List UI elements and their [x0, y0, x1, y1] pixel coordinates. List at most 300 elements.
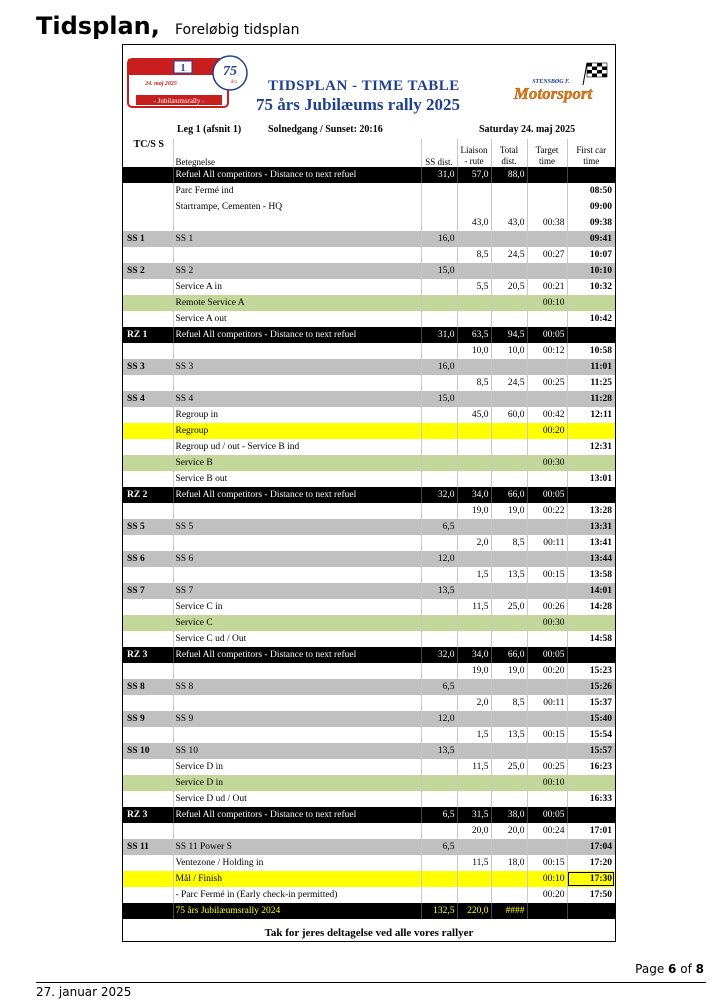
cell-name: Regroup in: [173, 407, 421, 423]
table-row: [123, 727, 615, 743]
cell-target: [527, 391, 567, 407]
cell-ss-dist: 12,0: [421, 711, 457, 727]
cell-ss-dist: [421, 567, 457, 583]
table-row: [123, 615, 615, 631]
cell-total: [491, 615, 527, 631]
table-row: [123, 599, 615, 615]
cell-first-car: 13:31: [567, 519, 615, 535]
cell-target: 00:20: [527, 663, 567, 679]
cell-tc: [123, 775, 173, 791]
cell-tc: [123, 903, 173, 919]
table-row: [123, 407, 615, 423]
page-of: of: [680, 962, 692, 976]
cell-tc: [123, 727, 173, 743]
cell-total: 25,0: [491, 599, 527, 615]
cell-first-car: 13:28: [589, 506, 612, 516]
logo-small-text: STENSBØG F.: [532, 79, 570, 85]
cell-target: 00:20: [527, 887, 567, 903]
cell-first-car: 14:01: [567, 583, 615, 599]
cell-ss-dist: 31,0: [421, 167, 457, 183]
cell-ss-dist: [421, 855, 457, 871]
cell-liaison: 10,0: [457, 343, 491, 359]
cell-liaison: [457, 711, 491, 727]
cell-first-car: 17:01: [589, 826, 612, 836]
cell-total: [491, 391, 527, 407]
page-total: 8: [695, 962, 704, 976]
cell-ss-dist: [421, 823, 457, 839]
cell-tc: SS 10: [123, 743, 173, 759]
cell-tc: SS 4: [123, 391, 173, 407]
cell-name: Service A in: [173, 279, 421, 295]
page-number: [635, 962, 704, 976]
cell-ss-dist: [421, 279, 457, 295]
cell-first-car: [567, 167, 615, 183]
cell-tc: [123, 615, 173, 631]
badge-name: - Jubilæumsrally -: [153, 97, 205, 105]
cell-name: Service B: [173, 455, 421, 471]
cell-ss-dist: [421, 871, 457, 887]
cell-liaison: [457, 423, 491, 439]
cell-target: [527, 903, 567, 919]
cell-total: 13,5: [491, 567, 527, 583]
cell-tc: SS 5: [123, 519, 173, 535]
cell-name: Service D ud / Out: [173, 791, 421, 807]
cell-target: 00:42: [527, 407, 567, 423]
table-row: [123, 887, 615, 903]
cell-tc: RZ 2: [123, 487, 173, 503]
cell-total: 19,0: [491, 663, 527, 679]
table-row: [123, 631, 615, 647]
cell-total: 8,5: [491, 535, 527, 551]
cell-ss-dist: [421, 215, 457, 231]
cell-ss-dist: [421, 199, 457, 215]
table-row: [123, 231, 615, 247]
cell-ss-dist: 13,5: [421, 743, 457, 759]
cell-tc: SS 7: [123, 583, 173, 599]
cell-total: [491, 199, 527, 215]
cell-tc: [123, 167, 173, 183]
cell-ss-dist: 32,0: [421, 487, 457, 503]
cell-total: [491, 311, 527, 327]
cell-target: 00:10: [527, 775, 567, 791]
cell-liaison: [457, 263, 491, 279]
cell-name: [173, 375, 421, 391]
cell-liaison: 8,5: [457, 375, 491, 391]
cell-target: 00:11: [527, 695, 567, 711]
cell-tc: [123, 439, 173, 455]
table-row: [123, 455, 615, 471]
cell-liaison: [457, 183, 491, 199]
cell-liaison: 19,0: [457, 663, 491, 679]
cell-total: 66,0: [491, 647, 527, 663]
banner-subtitle: 75 års Jubilæums rally 2025: [256, 95, 461, 114]
cell-target: 00:21: [527, 279, 567, 295]
cell-tc: SS 1: [123, 231, 173, 247]
cell-first-car: 10:32: [589, 282, 612, 292]
cell-name: Refuel All competitors - Distance to next refuel: [173, 167, 421, 183]
cell-name: SS 9: [173, 711, 421, 727]
cell-ss-dist: [421, 759, 457, 775]
cell-target: 00:05: [527, 487, 567, 503]
cell-liaison: 57,0: [457, 167, 491, 183]
cell-first-car: 13:41: [589, 538, 612, 548]
cell-ss-dist: 32,0: [421, 647, 457, 663]
cell-total: 60,0: [491, 407, 527, 423]
cell-liaison: [457, 551, 491, 567]
cell-name: [173, 567, 421, 583]
cell-name: Service D in: [173, 759, 421, 775]
cell-liaison: [457, 583, 491, 599]
table-row: [123, 551, 615, 567]
table-row: [123, 327, 615, 343]
cell-first-car: [567, 455, 615, 471]
cell-liaison: [457, 791, 491, 807]
cell-ss-dist: [421, 503, 457, 519]
cell-name: [173, 727, 421, 743]
badge-number: 1: [180, 63, 186, 74]
cell-first-car: 09:38: [589, 218, 612, 228]
col-header-first: First car time: [576, 145, 607, 166]
cell-total: 38,0: [491, 807, 527, 823]
cell-liaison: 19,0: [457, 503, 491, 519]
cell-liaison: [457, 455, 491, 471]
cell-name: Refuel All competitors - Distance to next refuel: [173, 807, 421, 823]
cell-total: [491, 455, 527, 471]
cell-target: [527, 183, 567, 199]
table-row: [123, 391, 615, 407]
cell-ss-dist: [421, 247, 457, 263]
cell-target: [527, 839, 567, 855]
cell-liaison: [457, 887, 491, 903]
cell-ss-dist: [421, 183, 457, 199]
cell-target: 00:24: [527, 823, 567, 839]
cell-name: Parc Fermé ind: [173, 183, 421, 199]
cell-ss-dist: 13,5: [421, 583, 457, 599]
cell-first-car: 17:30: [567, 871, 615, 887]
cell-ss-dist: 6,5: [421, 807, 457, 823]
cell-total: [491, 519, 527, 535]
cell-target: [527, 551, 567, 567]
cell-liaison: [457, 439, 491, 455]
motorsport-logo: [503, 59, 613, 111]
cell-liaison: 11,5: [457, 599, 491, 615]
cell-tc: SS 11: [123, 839, 173, 855]
cell-target: [527, 711, 567, 727]
cell-name: SS 3: [173, 359, 421, 375]
cell-tc: [123, 295, 173, 311]
footer-date: 27. januar 2025: [36, 985, 132, 999]
col-header-name: Betegnelse: [173, 139, 421, 167]
cell-name: Startrampe, Cementen - HQ: [173, 199, 421, 215]
cell-first-car: 15:26: [567, 679, 615, 695]
cell-name: Ventezone / Holding in: [173, 855, 421, 871]
cell-target: 00:05: [527, 807, 567, 823]
cell-liaison: [457, 871, 491, 887]
cell-total: 94,5: [491, 327, 527, 343]
page-title-main: Tidsplan,: [36, 12, 160, 40]
cell-first-car: 12:11: [590, 410, 612, 420]
cell-tc: [123, 407, 173, 423]
cell-liaison: 34,0: [457, 487, 491, 503]
cell-liaison: 20,0: [457, 823, 491, 839]
cell-name: SS 6: [173, 551, 421, 567]
cell-name: [173, 823, 421, 839]
cell-total: 10,0: [491, 343, 527, 359]
cell-tc: [123, 247, 173, 263]
table-row: [123, 759, 615, 775]
cell-liaison: 45,0: [457, 407, 491, 423]
cell-name: Regroup ud / out - Service B ind: [173, 439, 421, 455]
cell-ss-dist: [421, 535, 457, 551]
cell-tc: [123, 855, 173, 871]
cell-liaison: [457, 391, 491, 407]
table-row: [123, 663, 615, 679]
cell-ss-dist: [421, 631, 457, 647]
cell-total: [491, 871, 527, 887]
cell-ss-dist: 6,5: [421, 839, 457, 855]
timetable: [123, 139, 615, 919]
cell-name: [173, 247, 421, 263]
table-row: [123, 439, 615, 455]
cell-name: SS 11 Power S: [173, 839, 421, 855]
cell-ss-dist: [421, 775, 457, 791]
cell-liaison: 1,5: [457, 567, 491, 583]
cell-tc: SS 2: [123, 263, 173, 279]
cell-target: [527, 791, 567, 807]
cell-liaison: 63,5: [457, 327, 491, 343]
cell-name: SS 4: [173, 391, 421, 407]
cell-ss-dist: [421, 887, 457, 903]
table-row: [123, 839, 615, 855]
table-row: [123, 519, 615, 535]
cell-tc: [123, 311, 173, 327]
cell-first-car: 12:31: [589, 442, 612, 452]
cell-target: 00:25: [527, 375, 567, 391]
cell-tc: SS 3: [123, 359, 173, 375]
cell-target: [527, 743, 567, 759]
cell-tc: [123, 791, 173, 807]
cell-tc: [123, 823, 173, 839]
cell-total: 25,0: [491, 759, 527, 775]
page-subtitle: Foreløbig tidsplan: [174, 22, 300, 38]
cell-name: [173, 535, 421, 551]
cell-total: ####: [491, 903, 527, 919]
cell-first-car: 10:07: [589, 250, 612, 260]
cell-target: [527, 631, 567, 647]
table-row: [123, 647, 615, 663]
cell-tc: [123, 663, 173, 679]
cell-total: [491, 631, 527, 647]
cell-liaison: 5,5: [457, 279, 491, 295]
cell-total: 13,5: [491, 727, 527, 743]
cell-first-car: 17:04: [567, 839, 615, 855]
cell-ss-dist: 15,0: [421, 391, 457, 407]
cell-liaison: 31,5: [457, 807, 491, 823]
cell-name: SS 8: [173, 679, 421, 695]
cell-target: 00:12: [527, 343, 567, 359]
cell-name: Refuel All competitors - Distance to next refuel: [173, 327, 421, 343]
cell-liaison: 34,0: [457, 647, 491, 663]
table-row: [123, 295, 615, 311]
cell-ss-dist: 6,5: [421, 519, 457, 535]
cell-ss-dist: 6,5: [421, 679, 457, 695]
cell-total: [491, 679, 527, 695]
cell-target: 00:30: [527, 455, 567, 471]
cell-first-car: 14:58: [589, 634, 612, 644]
cell-name: SS 2: [173, 263, 421, 279]
cell-tc: [123, 199, 173, 215]
cell-target: [527, 263, 567, 279]
cell-first-car: 13:01: [589, 474, 612, 484]
cell-name: Service C in: [173, 599, 421, 615]
cell-first-car: 15:37: [589, 698, 612, 708]
cell-ss-dist: [421, 295, 457, 311]
cell-tc: RZ 1: [123, 327, 173, 343]
cell-name: SS 10: [173, 743, 421, 759]
table-row: [123, 471, 615, 487]
cell-target: [527, 231, 567, 247]
cell-first-car: [567, 775, 615, 791]
cell-total: 43,0: [491, 215, 527, 231]
cell-first-car: 10:42: [589, 314, 612, 324]
table-row: [123, 199, 615, 215]
table-row: [123, 311, 615, 327]
table-row: [123, 807, 615, 823]
cell-tc: [123, 567, 173, 583]
badge-date: 24. maj 2025: [145, 81, 177, 87]
badge-75-sub: års: [230, 80, 238, 85]
cell-name: - Parc Fermé in (Early check-in permitted): [173, 887, 421, 903]
cell-target: [527, 519, 567, 535]
cell-name: SS 1: [173, 231, 421, 247]
cell-name: Service D in: [173, 775, 421, 791]
cell-total: [491, 791, 527, 807]
cell-total: [491, 775, 527, 791]
cell-liaison: 220,0: [457, 903, 491, 919]
table-row: [123, 679, 615, 695]
cell-total: [491, 551, 527, 567]
badge-75: 75: [223, 64, 237, 79]
table-row: [123, 823, 615, 839]
col-header-liaison: Liaison - rute: [457, 139, 491, 167]
cell-total: 19,0: [491, 503, 527, 519]
cell-tc: SS 8: [123, 679, 173, 695]
cell-first-car: 15:23: [589, 666, 612, 676]
cell-liaison: [457, 775, 491, 791]
col-header-target: Target time: [527, 139, 567, 167]
table-row: [123, 903, 615, 919]
cell-liaison: [457, 231, 491, 247]
cell-tc: [123, 343, 173, 359]
cell-name: Service C ud / Out: [173, 631, 421, 647]
cell-target: 00:15: [527, 855, 567, 871]
cell-total: [491, 887, 527, 903]
cell-tc: SS 6: [123, 551, 173, 567]
cell-first-car: [567, 295, 615, 311]
table-row: [123, 791, 615, 807]
table-row: [123, 183, 615, 199]
cell-tc: RZ 3: [123, 807, 173, 823]
cell-name: [173, 215, 421, 231]
cell-first-car: 15:40: [567, 711, 615, 727]
table-row: [123, 711, 615, 727]
table-row: [123, 279, 615, 295]
cell-ss-dist: [421, 439, 457, 455]
cell-first-car: 10:10: [567, 263, 615, 279]
cell-tc: [123, 423, 173, 439]
cell-first-car: 17:20: [589, 858, 612, 868]
cell-tc: [123, 215, 173, 231]
cell-ss-dist: 12,0: [421, 551, 457, 567]
cell-total: [491, 743, 527, 759]
table-row: [123, 375, 615, 391]
table-row: [123, 423, 615, 439]
rally-badge-logo: [126, 51, 248, 115]
cell-total: [491, 439, 527, 455]
cell-target: [527, 439, 567, 455]
cell-target: [527, 311, 567, 327]
cell-liaison: 43,0: [457, 215, 491, 231]
cell-target: 00:25: [527, 759, 567, 775]
sunset-label: Solnedgang / Sunset: 20:16: [268, 124, 383, 135]
cell-ss-dist: [421, 423, 457, 439]
cell-total: [491, 839, 527, 855]
checkered-flag-icon: [583, 63, 607, 85]
cell-first-car: 17:50: [589, 890, 612, 900]
cell-first-car: 14:28: [589, 602, 612, 612]
table-row: [123, 743, 615, 759]
cell-first-car: [567, 647, 615, 663]
cell-ss-dist: [421, 343, 457, 359]
cell-first-car: [567, 487, 615, 503]
table-row: [123, 871, 615, 887]
timetable-header: [123, 139, 615, 167]
cell-ss-dist: 16,0: [421, 231, 457, 247]
cell-ss-dist: [421, 615, 457, 631]
cell-target: 00:05: [527, 647, 567, 663]
table-row: [123, 583, 615, 599]
cell-ss-dist: [421, 407, 457, 423]
cell-first-car: [567, 615, 615, 631]
cell-first-car: 16:23: [589, 762, 612, 772]
cell-total: [491, 423, 527, 439]
cell-ss-dist: [421, 375, 457, 391]
cell-liaison: [457, 295, 491, 311]
cell-target: [527, 679, 567, 695]
cell-ss-dist: 31,0: [421, 327, 457, 343]
cell-ss-dist: [421, 599, 457, 615]
cell-total: 18,0: [491, 855, 527, 871]
cell-tc: [123, 471, 173, 487]
cell-first-car: 10:58: [589, 346, 612, 356]
cell-name: 75 års Jubilæumsrally 2024: [173, 903, 421, 919]
cell-first-car: 09:41: [567, 231, 615, 247]
table-row: [123, 567, 615, 583]
table-row: [123, 535, 615, 551]
col-header-total: Total dist.: [491, 139, 527, 167]
cell-first-car: 13:58: [589, 570, 612, 580]
cell-liaison: [457, 631, 491, 647]
cell-first-car: [567, 903, 615, 919]
leg-info-row: [123, 123, 615, 138]
cell-first-car: 15:57: [567, 743, 615, 759]
cell-first-car: 16:33: [589, 794, 612, 804]
cell-tc: [123, 183, 173, 199]
cell-liaison: [457, 199, 491, 215]
banner: [123, 45, 615, 121]
cell-liaison: 2,0: [457, 535, 491, 551]
table-row: [123, 247, 615, 263]
